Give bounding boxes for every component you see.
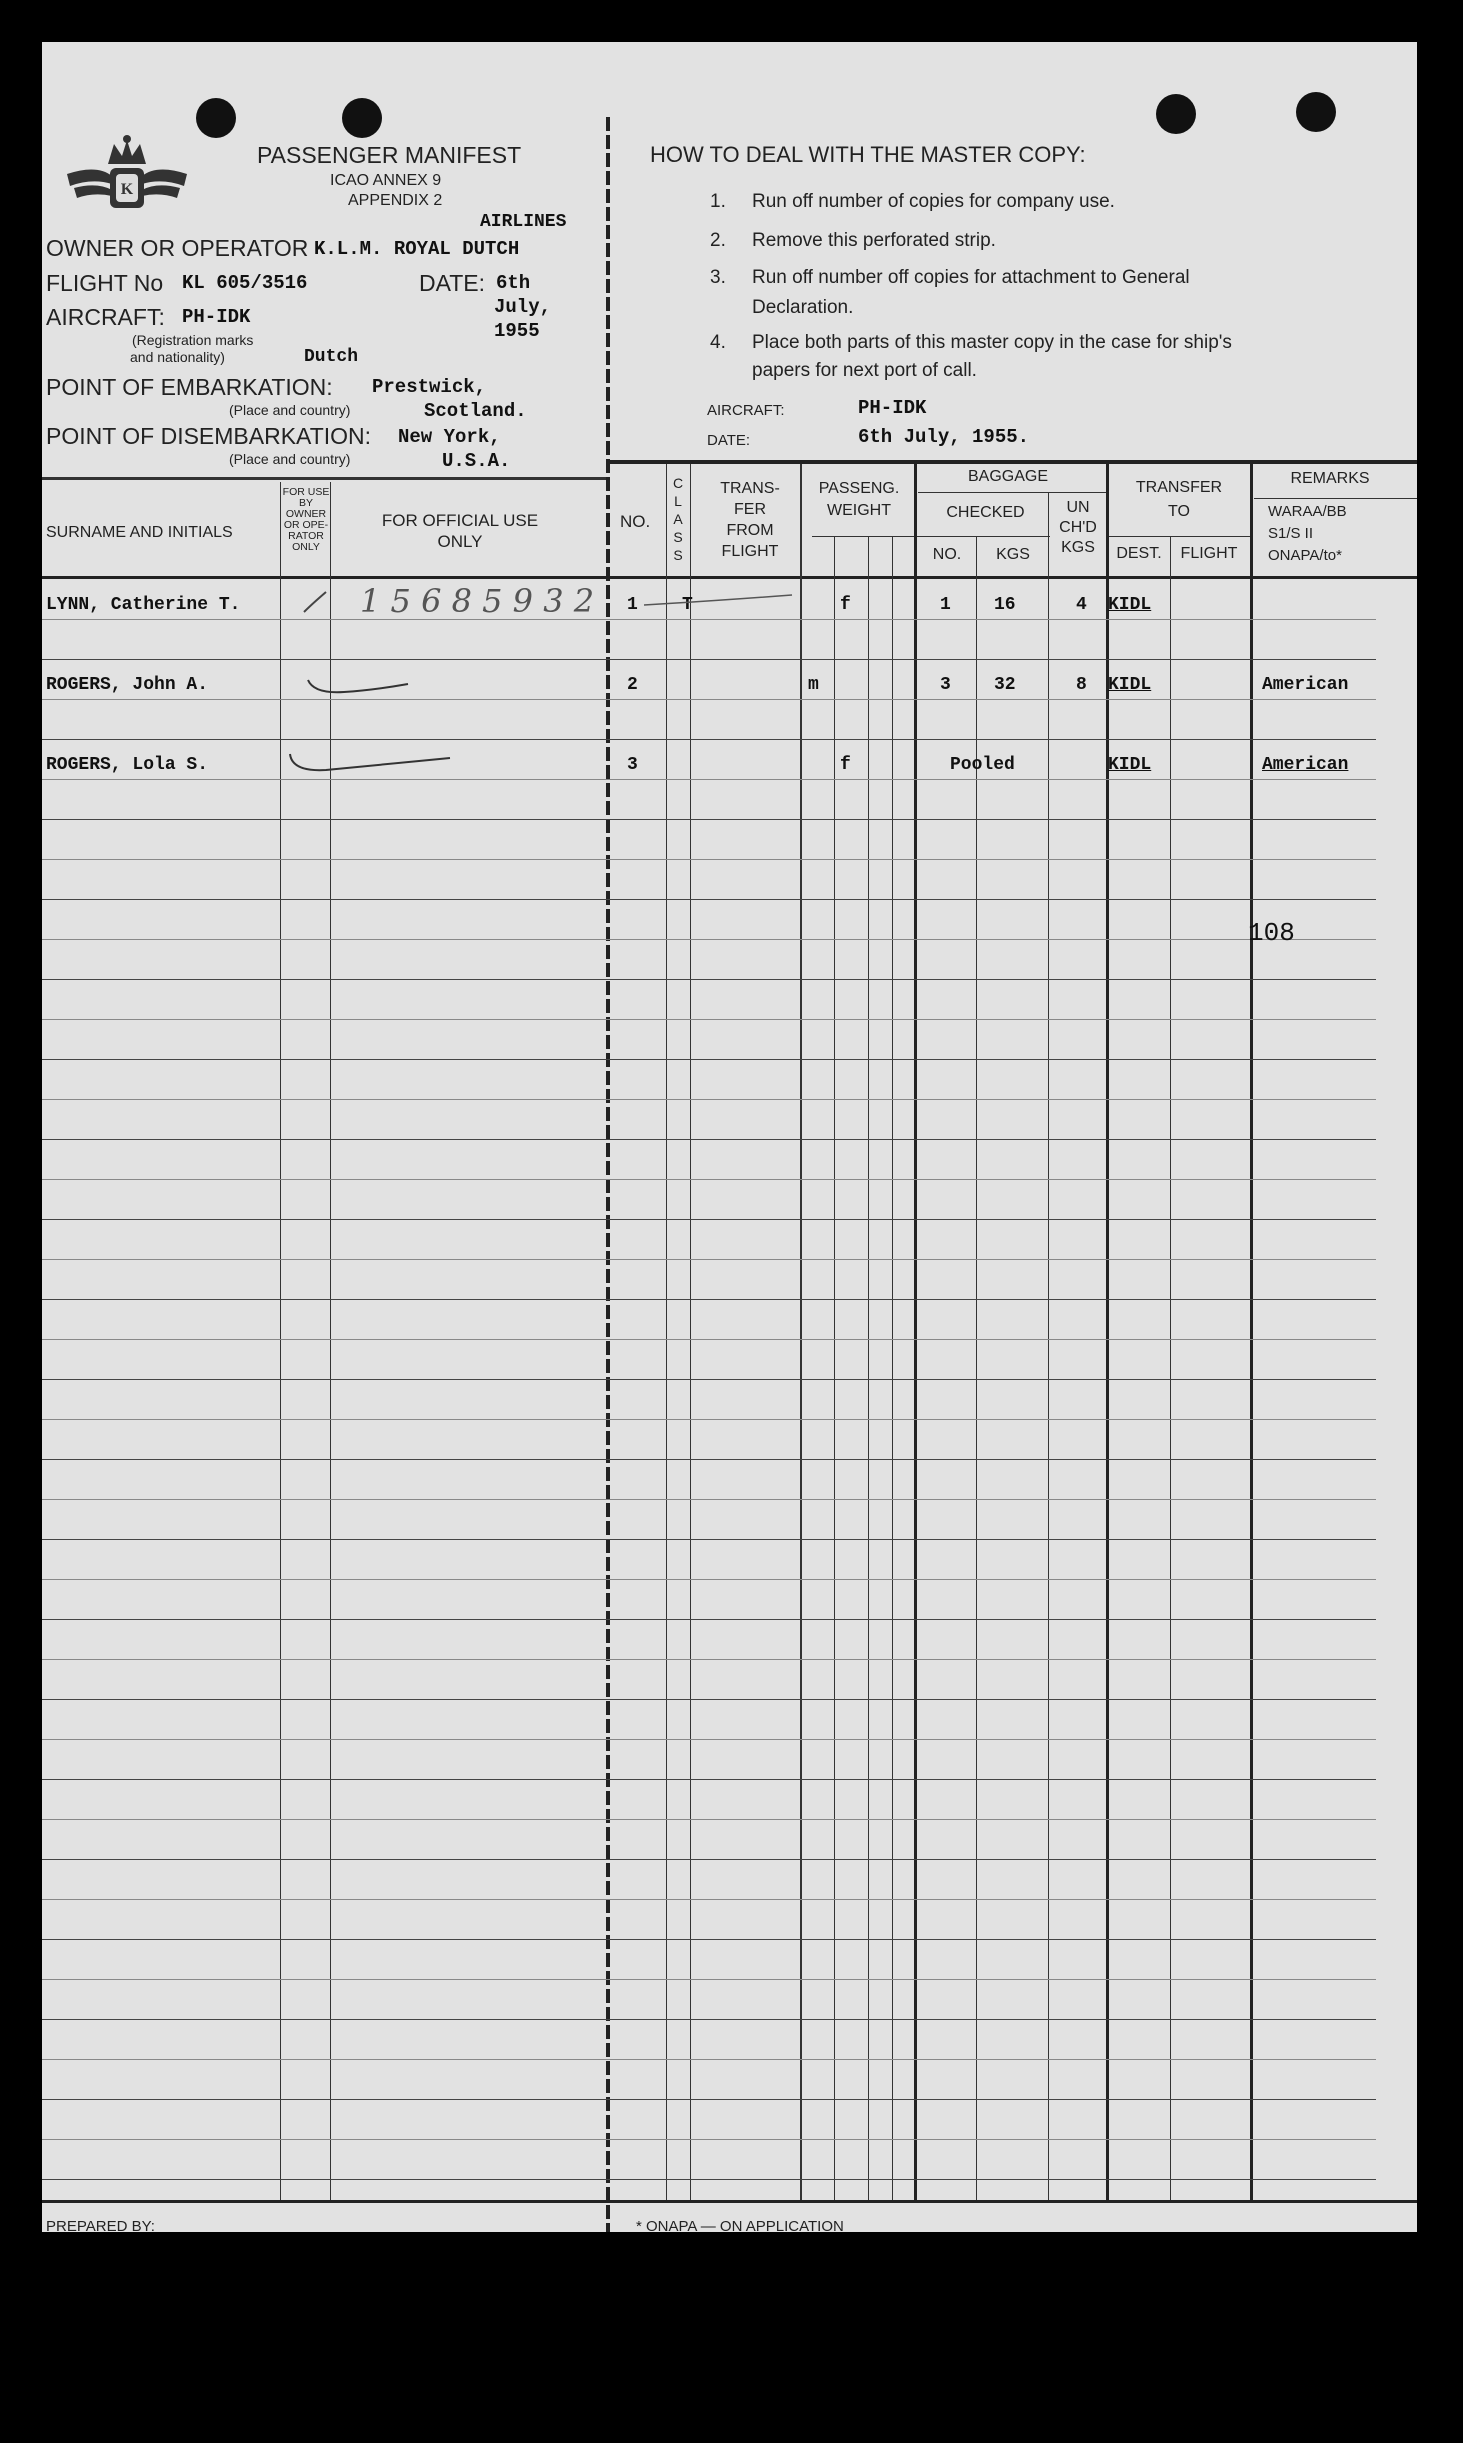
- instruction-text-2: Remove this perforated strip.: [752, 230, 996, 251]
- passenger-3-name: ROGERS, Lola S.: [46, 755, 209, 775]
- instr-date-label: DATE:: [707, 432, 751, 449]
- instr-aircraft-value: PH-IDK: [858, 397, 927, 419]
- flight-label: FLIGHT No: [46, 270, 164, 296]
- col-transfer-to: TRANSFER TO: [1135, 479, 1223, 520]
- embarkation-label: POINT OF EMBARKATION:: [46, 374, 333, 400]
- passenger-2-no: 2: [627, 675, 638, 695]
- vline-baggage-left: [914, 464, 917, 2202]
- date-value-month: July,: [494, 296, 552, 318]
- disembarkation-note: (Place and country): [229, 451, 351, 467]
- passenger-2-bag-no: 3: [940, 675, 951, 695]
- manifest-form: [42, 42, 1417, 2232]
- row-rule: [42, 859, 1376, 860]
- row-rule: [42, 1579, 1376, 1580]
- passenger-1-name: LYNN, Catherine T.: [46, 595, 241, 615]
- col-remarks: REMARKS: [1290, 470, 1370, 487]
- passenger-3-no: 3: [627, 755, 638, 775]
- row-rule: [42, 1179, 1376, 1180]
- row-rule: [42, 1019, 1376, 1020]
- instruction-text-3b: Declaration.: [752, 297, 854, 318]
- row-rule: [42, 1859, 1376, 1860]
- col-checked-no: NO.: [932, 546, 962, 563]
- passenger-3-weight: f: [840, 755, 851, 775]
- row-rule: [42, 2139, 1376, 2140]
- punch-hole-2: [342, 98, 382, 138]
- instruction-num-3: 3.: [710, 267, 726, 288]
- row-rule: [42, 1779, 1376, 1780]
- aircraft-value: PH-IDK: [182, 306, 251, 328]
- instruction-text-4a: Place both parts of this master copy in the case for ship's: [752, 332, 1232, 353]
- col-baggage: BAGGAGE: [967, 468, 1049, 485]
- disembarkation-label: POINT OF DISEMBARKATION:: [46, 423, 372, 449]
- col-dest: DEST.: [1116, 545, 1162, 562]
- checkmark-row-2: [304, 662, 414, 702]
- row-rule: [42, 2059, 1376, 2060]
- remarks-subheader-rule: [1254, 498, 1417, 499]
- embarkation-value-2: Scotland.: [424, 400, 527, 422]
- instr-aircraft-label: AIRCRAFT:: [707, 402, 785, 419]
- row-rule: [42, 979, 1376, 980]
- row-rule: [42, 779, 1376, 780]
- strike-line-row-1: [642, 587, 802, 617]
- col-unchd: UN CH'D KGS: [1059, 499, 1097, 556]
- table-bottom-rule: [42, 2200, 1417, 2203]
- row-rule: [42, 1459, 1376, 1460]
- passenger-1-bag-kgs: 16: [994, 595, 1016, 615]
- date-value-year: 1955: [494, 320, 540, 342]
- vline-transfer-right: [800, 464, 802, 2202]
- passenger-3-bag-pooled: Pooled: [950, 755, 1015, 775]
- passenger-1-no: 1: [627, 595, 638, 615]
- transfer-subheader-rule: [1108, 536, 1250, 537]
- instruction-num-4: 4.: [710, 332, 726, 353]
- col-class: C L A S S: [672, 475, 684, 563]
- table-header-bottom-rule: [42, 576, 1417, 579]
- icao-annex: ICAO ANNEX 9: [330, 172, 442, 189]
- row-rule: [42, 939, 1376, 940]
- col-transfer-from: TRANS- FER FROM FLIGHT: [720, 480, 780, 560]
- passenger-3-dest: KIDL: [1108, 755, 1152, 775]
- row-rule: [42, 1979, 1376, 1980]
- checkmark-row-3: [286, 742, 456, 782]
- passenger-1-unchd: 4: [1076, 595, 1087, 615]
- passenger-1-bag-no: 1: [940, 595, 951, 615]
- baggage-subheader-rule: [918, 492, 1106, 493]
- passenger-3-remarks: American: [1262, 755, 1349, 775]
- col-owner-use: FOR USE BY OWNER OR OPE- RATOR ONLY: [282, 486, 330, 553]
- left-header-bottom-rule: [42, 477, 606, 480]
- row-rule: [42, 1739, 1376, 1740]
- row-rule: [42, 1619, 1376, 1620]
- col-official-use: FOR OFFICIAL USE ONLY: [381, 511, 539, 551]
- row-rule: [42, 1339, 1376, 1340]
- row-rule: [42, 1699, 1376, 1700]
- nationality-value: Dutch: [304, 347, 359, 367]
- passenger-2-remarks: American: [1262, 675, 1349, 695]
- instruction-text-4b: papers for next port of call.: [752, 360, 977, 381]
- registration-note-2: and nationality): [130, 349, 225, 365]
- punch-hole-1: [196, 98, 236, 138]
- row-rule: [42, 1939, 1376, 1940]
- vline-checked-mid: [976, 536, 977, 2202]
- row-rule: [42, 899, 1376, 900]
- row-rule: [42, 1259, 1376, 1260]
- vline-weight-3: [892, 536, 893, 2202]
- row-rule: [42, 1379, 1376, 1380]
- punch-hole-3: [1156, 94, 1196, 134]
- instruction-num-1: 1.: [710, 191, 726, 212]
- row-rule: [42, 699, 1376, 700]
- owner-label: OWNER OR OPERATOR: [46, 235, 309, 261]
- row-rule: [42, 1099, 1376, 1100]
- row-rule: [42, 1899, 1376, 1900]
- checkmark-row-1: [300, 582, 370, 622]
- row-rule: [42, 1419, 1376, 1420]
- perforation-divider: [606, 117, 610, 2232]
- vline-owner-left: [280, 482, 281, 2202]
- instruction-text-1: Run off number of copies for company use.: [752, 191, 1115, 212]
- vline-checked-right: [1048, 492, 1049, 2202]
- passenger-2-dest: KIDL: [1108, 675, 1152, 695]
- col-passeng-weight: PASSENG. WEIGHT: [818, 480, 900, 519]
- flight-value: KL 605/3516: [182, 272, 308, 294]
- aircraft-label: AIRCRAFT:: [46, 304, 165, 330]
- passenger-2-weight: m: [808, 675, 819, 695]
- svg-text:K: K: [120, 181, 134, 198]
- checked-subheader-rule: [918, 536, 1050, 537]
- vline-owner-right: [330, 482, 331, 2202]
- vline-class-right: [690, 464, 691, 2202]
- passenger-2-unchd: 8: [1076, 675, 1087, 695]
- date-label: DATE:: [419, 270, 486, 296]
- col-checked-kgs: KGS: [996, 546, 1030, 563]
- owner-value-2: AIRLINES: [480, 212, 567, 232]
- row-rule: [42, 1819, 1376, 1820]
- row-rule: [42, 1059, 1376, 1060]
- instruction-num-2: 2.: [710, 230, 726, 251]
- col-surname: SURNAME AND INITIALS: [46, 524, 233, 541]
- passenger-1-official-handwriting: 1 5 6 8 5 9 3 2: [360, 582, 595, 620]
- row-rule: [42, 1659, 1376, 1660]
- form-title: PASSENGER MANIFEST: [257, 142, 522, 168]
- appendix: APPENDIX 2: [348, 192, 443, 209]
- weight-subheader-rule: [812, 536, 918, 537]
- row-rule: [42, 819, 1376, 820]
- row-rule: [42, 619, 1376, 620]
- embarkation-value-1: Prestwick,: [372, 376, 487, 398]
- punch-hole-4: [1296, 92, 1336, 132]
- side-page-number: 108: [1248, 918, 1295, 948]
- passenger-2-bag-kgs: 32: [994, 675, 1016, 695]
- col-no: NO.: [620, 512, 651, 531]
- row-rule: [42, 739, 1376, 740]
- vline-remarks-left: [1250, 464, 1253, 2202]
- passenger-1-weight: f: [840, 595, 851, 615]
- right-header-bottom-rule: [610, 460, 1417, 464]
- passenger-1-dest: KIDL: [1108, 595, 1152, 615]
- onapa-note: * ONAPA — ON APPLICATION: [636, 2218, 844, 2232]
- row-rule: [42, 659, 1376, 660]
- disembarkation-value-2: U.S.A.: [442, 450, 511, 472]
- embarkation-note: (Place and country): [229, 402, 351, 418]
- row-rule: [42, 1219, 1376, 1220]
- row-rule: [42, 1139, 1376, 1140]
- date-value-day: 6th: [496, 272, 531, 294]
- registration-note-1: (Registration marks: [132, 332, 254, 348]
- passenger-1-class: T: [682, 595, 693, 615]
- disembarkation-value-1: New York,: [398, 426, 501, 448]
- col-checked: CHECKED: [946, 504, 1025, 521]
- row-rule: [42, 2019, 1376, 2020]
- owner-value-1: K.L.M. ROYAL DUTCH: [314, 238, 520, 260]
- passenger-2-name: ROGERS, John A.: [46, 675, 209, 695]
- vline-transfer-left: [1106, 464, 1109, 2202]
- instr-date-value: 6th July, 1955.: [858, 426, 1030, 448]
- prepared-by: PREPARED BY:: [46, 2218, 155, 2232]
- col-remarks-sub: WARAA/BB S1/S II ONAPA/to*: [1268, 503, 1347, 564]
- row-rule: [42, 2099, 1376, 2100]
- vline-weight-2: [868, 536, 869, 2202]
- vline-weight-1: [834, 536, 835, 2202]
- vline-class-left: [666, 464, 667, 2202]
- klm-crown-logo: [62, 134, 192, 222]
- row-rule: [42, 1539, 1376, 1540]
- instruction-text-3a: Run off number off copies for attachment to General: [752, 267, 1190, 288]
- instructions-title: HOW TO DEAL WITH THE MASTER COPY:: [650, 142, 1086, 167]
- col-flight: FLIGHT: [1180, 545, 1238, 562]
- row-rule: [42, 1299, 1376, 1300]
- row-rule: [42, 1499, 1376, 1500]
- row-rule: [42, 2179, 1376, 2180]
- vline-transfer-mid: [1170, 536, 1171, 2202]
